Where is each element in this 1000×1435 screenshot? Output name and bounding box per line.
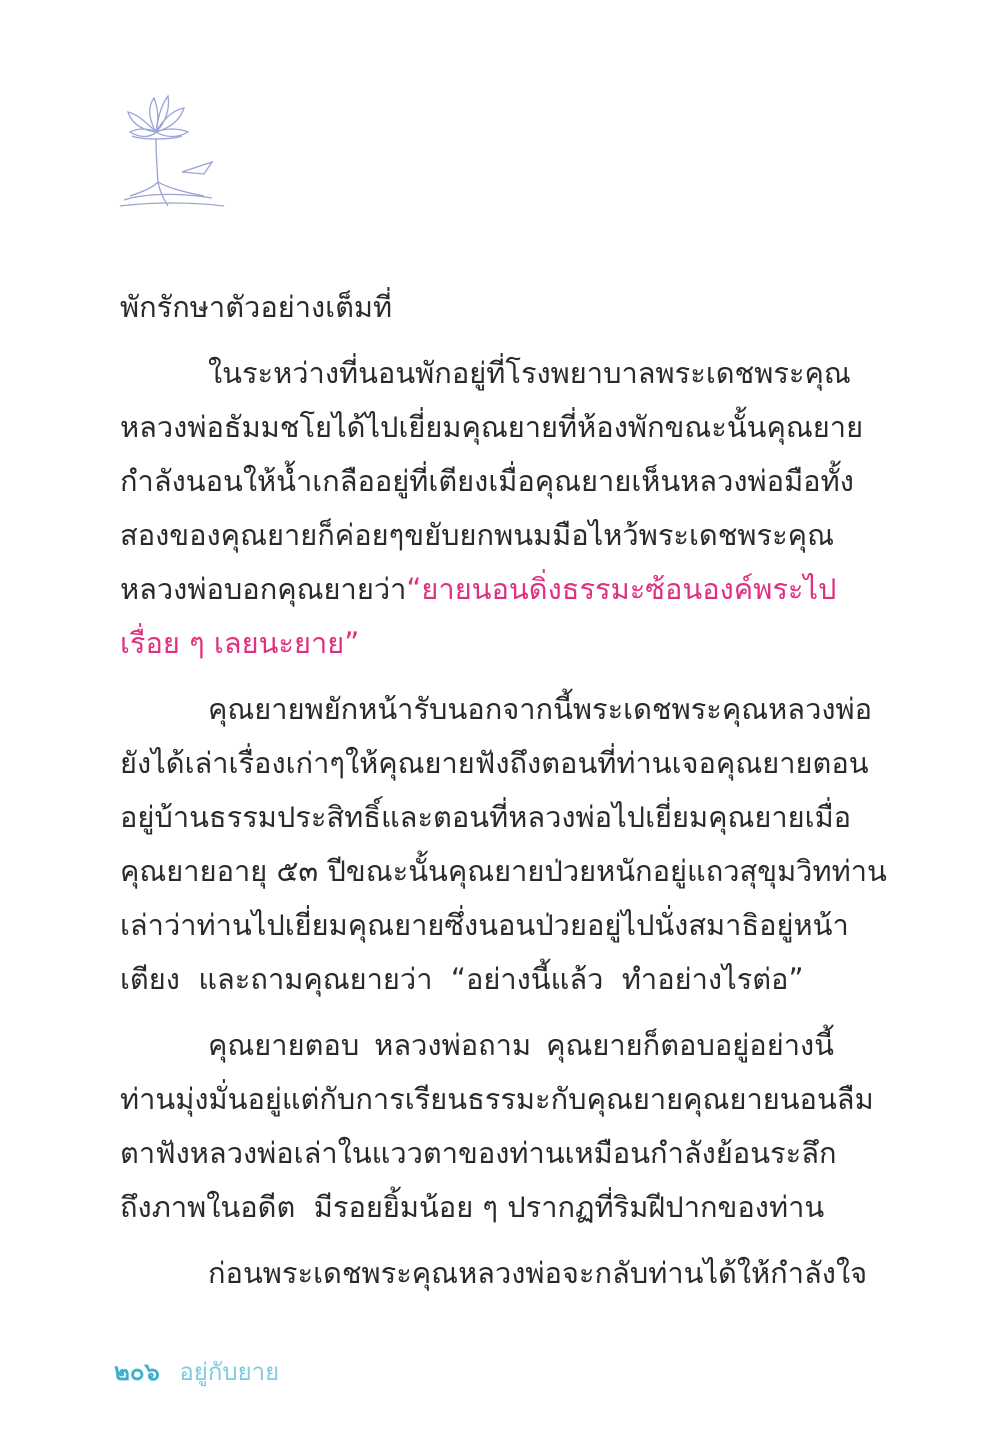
text-line <box>120 280 834 334</box>
text-segment: ยังได้เล่าเรื่องเก่า <box>120 746 330 780</box>
text-segment: ไปนั่งสมาธิอยู่หน้า <box>621 908 849 942</box>
text-segment: ก่อนพระเดชพระคุณหลวงพ่อจะกลับ <box>208 1256 649 1290</box>
text-segment: พระเดชพระคุณ <box>638 518 834 552</box>
text-segment: คุณยายพยักหน้ารับ <box>208 692 448 726</box>
text-line <box>120 562 837 616</box>
quote-text: เรื่อย ๆ เลยนะยาย” <box>120 626 360 660</box>
text-segment: ๆ <box>388 518 405 552</box>
text-segment: คุณยายอายุ ๕๓ ปี <box>120 854 346 888</box>
text-segment: หลวงพ่อถาม <box>374 1028 532 1062</box>
text-segment: กำลังนอนให้น้ำเกลืออยู่ที่เตียง <box>120 464 489 498</box>
text-segment: เตียง <box>120 962 180 996</box>
lotus-icon <box>112 88 232 216</box>
text-line <box>120 400 864 454</box>
text-segment: หลวงพ่อบอกคุณยายว่า <box>120 572 407 606</box>
text-line <box>120 1072 874 1126</box>
text-line <box>120 1180 834 1234</box>
text-segment: เมื่อคุณยายเห็นหลวงพ่อ <box>488 464 785 498</box>
text-segment: ท่านได้ให้กำลังใจ <box>648 1256 868 1290</box>
text-segment: คุณยายนอนลืม <box>683 1082 874 1116</box>
quote-text: ซ้อนองค์พระไป <box>645 572 837 606</box>
text-segment: ทำอย่างไรต่อ” <box>621 962 804 996</box>
text-segment: สองของคุณยายก็ค่อย <box>120 518 389 552</box>
text-line <box>120 790 852 844</box>
text-segment: อยู่บ้านธรรมประสิทธิ์ <box>120 800 381 834</box>
text-line <box>120 682 873 736</box>
text-line <box>120 898 849 952</box>
text-segment: ท่าน <box>831 854 887 888</box>
text-segment: และถามคุณยายว่า <box>198 962 433 996</box>
text-segment: ท่านไปเยี่ยมคุณยายซึ่งนอนป่วยอยู่ <box>196 908 622 942</box>
text-line <box>120 508 834 562</box>
text-segment: ในระหว่างที่นอนพักอยู่ที่โรงพยาบาล <box>208 356 656 390</box>
quote-text: “ยายนอนดิ่งธรรมะ <box>406 572 646 606</box>
text-segment: ถึงภาพในอดีต <box>120 1190 296 1224</box>
text-segment: “อย่างนี้แล้ว <box>450 962 604 996</box>
text-segment: คุณยายตอบ <box>208 1028 360 1062</box>
text-segment: นอกจากนี้พระเดชพระคุณหลวงพ่อ <box>447 692 873 726</box>
text-line <box>120 1126 837 1180</box>
text-line <box>120 844 887 898</box>
text-segment: เล่าว่า <box>120 908 197 942</box>
text-line <box>120 616 834 670</box>
text-segment: มีรอยยิ้มน้อย ๆ ปรากฏที่ริมฝีปากของท่าน <box>313 1190 825 1224</box>
text-line <box>120 1246 868 1300</box>
text-segment: มือทั้ง <box>784 464 854 498</box>
text-segment: ขยับยกพนมมือไหว้ <box>404 518 639 552</box>
text-segment: พระเดชพระคุณ <box>655 356 851 390</box>
page-number: ๒๐๖ <box>114 1358 160 1386</box>
text-segment: ท่านมุ่งมั่นอยู่แต่กับการเรียนธรรมะกับคุณยาย <box>120 1082 684 1116</box>
text-segment: ขณะนั้นคุณยายป่วยหนักอยู่แถวสุขุมวิท <box>345 854 832 888</box>
text-segment: หลวงพ่อธัมมชโยได้ไปเยี่ยมคุณยายที่ห้องพัก <box>120 410 665 444</box>
text-line <box>120 346 851 400</box>
text-segment: เมื่อ <box>804 800 852 834</box>
text-segment: ๆ <box>329 746 345 780</box>
text-segment: ในแววตาของท่านเหมือนกำลังย้อนระลึก <box>337 1136 837 1170</box>
text-line <box>120 1018 834 1072</box>
text-segment: ให้คุณยายฟังถึงตอนที่ท่านเจอคุณยายตอน <box>344 746 869 780</box>
body-text <box>120 280 887 1300</box>
text-segment: ตาฟังหลวงพ่อเล่า <box>120 1136 338 1170</box>
text-segment: พักรักษาตัวอย่างเต็มที่ <box>120 290 393 324</box>
text-line <box>120 952 834 1006</box>
page-footer <box>114 1352 279 1391</box>
text-segment: ขณะนั้นคุณยาย <box>664 410 864 444</box>
text-line <box>120 736 869 790</box>
text-line <box>120 454 854 508</box>
text-segment: และตอนที่หลวงพ่อไปเยี่ยมคุณยาย <box>380 800 805 834</box>
book-title: อยู่กับยาย <box>179 1358 280 1386</box>
text-segment: คุณยายก็ตอบอยู่อย่างนี้ <box>546 1028 834 1062</box>
